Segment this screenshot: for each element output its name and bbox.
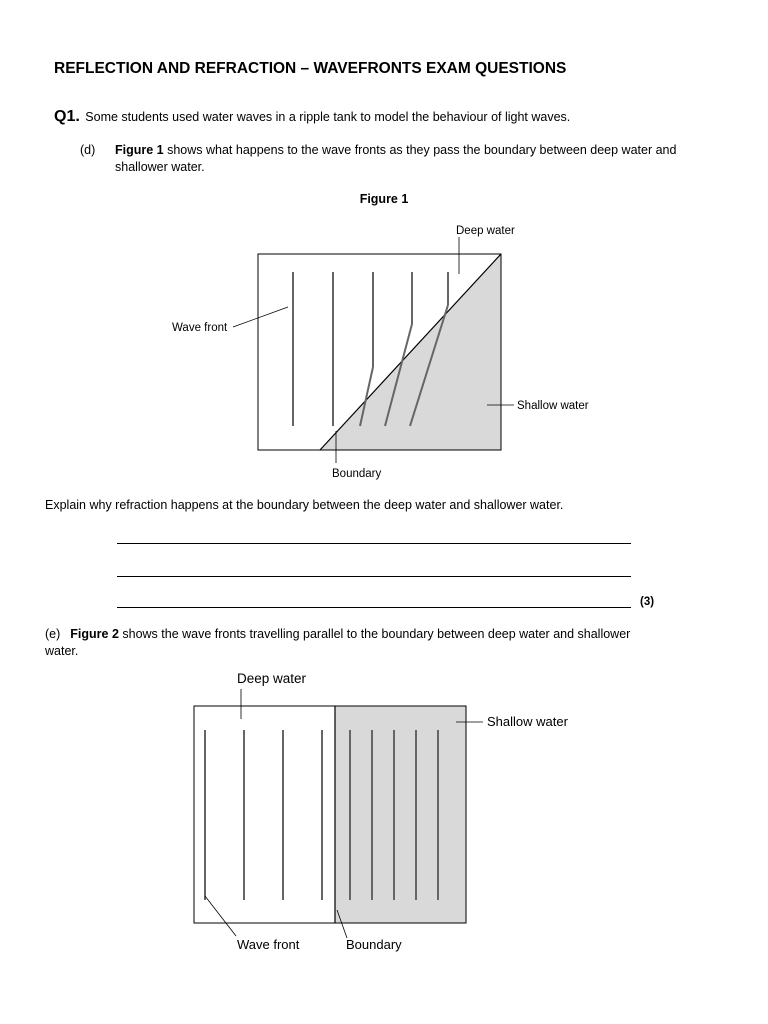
part-e-figure-ref: Figure 2 — [70, 627, 119, 641]
answer-line[interactable] — [117, 607, 631, 608]
part-e-description: shows the wave fronts travelling parallel to the boundary between deep water and shallower water. — [45, 627, 631, 658]
figure-2-shallow-region — [335, 706, 466, 923]
figure-1-wave-fronts — [293, 272, 448, 426]
figure-2-wave-fronts-shallow — [350, 730, 438, 900]
wave-front-line-refracted — [410, 305, 448, 426]
figure-2-label-boundary: Boundary — [346, 937, 402, 952]
figure-2-label-wave-front: Wave front — [237, 937, 300, 952]
figure-1-tank-outline — [258, 254, 501, 450]
figure-2-tank-outline — [194, 706, 466, 923]
figure-1-leader-lines — [233, 237, 514, 463]
part-d-letter: (d) — [80, 143, 96, 157]
part-e-text — [45, 626, 665, 660]
part-d-body — [115, 142, 685, 176]
answer-line[interactable] — [117, 576, 631, 577]
part-d-figure-ref: Figure 1 — [115, 143, 164, 157]
figure-1-label-shallow-water: Shallow water — [517, 400, 589, 412]
page-title: REFLECTION AND REFRACTION – WAVEFRONTS EXAM QUESTIONS — [54, 60, 567, 77]
question-intro-text: Some students used water waves in a ripple tank to model the behaviour of light waves. — [85, 110, 571, 124]
figure-1-label-deep-water: Deep water — [456, 225, 515, 237]
part-d-description: shows what happens to the wave fronts as they pass the boundary between deep water and shallower water. — [115, 143, 677, 174]
part-e-letter: (e) — [45, 627, 61, 641]
figure-2-label-deep-water: Deep water — [237, 671, 307, 686]
question-number: Q1. — [54, 108, 80, 125]
question-1-intro — [54, 108, 570, 126]
wave-front-line-refracted — [360, 367, 373, 426]
figure-1-caption: Figure 1 — [359, 192, 409, 206]
figure-1-label-boundary: Boundary — [332, 468, 382, 480]
wave-front-line-refracted — [385, 324, 412, 426]
figure-2-leader-lines — [205, 689, 483, 938]
figure-1-boundary-line — [320, 254, 501, 450]
figure-1-shallow-region — [320, 254, 501, 450]
marks-indicator: (3) — [640, 596, 655, 608]
answer-line[interactable] — [117, 543, 631, 544]
figure-2-label-shallow-water: Shallow water — [487, 714, 568, 729]
part-d-prompt: Explain why refraction happens at the boundary between the deep water and shallower water. — [45, 498, 564, 512]
figure-1-label-wave-front: Wave front — [172, 322, 228, 334]
figure-2-wave-fronts-deep — [205, 730, 322, 900]
